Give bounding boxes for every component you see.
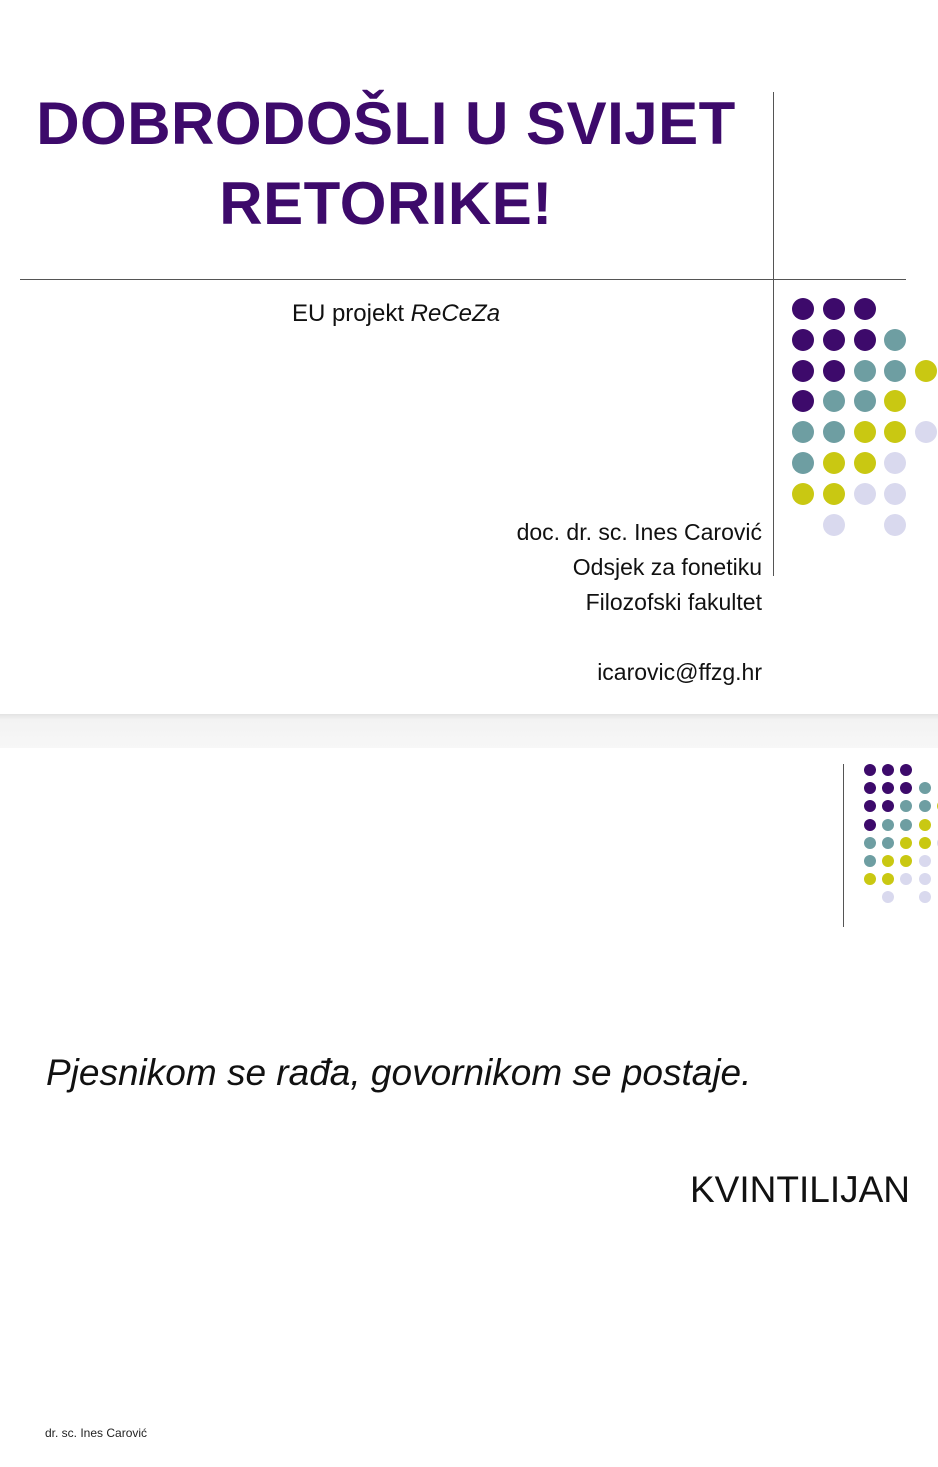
slide-separator (0, 714, 938, 748)
decorative-dot (884, 483, 906, 505)
decorative-dot (884, 452, 906, 474)
decorative-dot (823, 360, 845, 382)
decorative-dot (864, 819, 876, 831)
decorative-dot (854, 483, 876, 505)
decorative-dot (915, 421, 937, 443)
decorative-dot (882, 891, 894, 903)
decorative-dot (864, 800, 876, 812)
decorative-dot (823, 329, 845, 351)
decorative-dot (919, 819, 931, 831)
slide-title (0, 0, 938, 714)
decorative-dot (882, 782, 894, 794)
subtitle (0, 300, 792, 328)
title-line-1: DOBRODOŠLI U SVIJET (36, 90, 736, 157)
decorative-dot (864, 837, 876, 849)
author-name: doc. dr. sc. Ines Carović (516, 519, 762, 545)
slide-quote (0, 748, 938, 1467)
decorative-dot (864, 782, 876, 794)
decorative-dot (792, 360, 814, 382)
decorative-dot (919, 891, 931, 903)
project-name: ReCeZa (410, 300, 501, 327)
decorative-dot (792, 483, 814, 505)
author-faculty: Filozofski fakultet (585, 589, 762, 615)
decorative-dot (823, 421, 845, 443)
decorative-dot (864, 873, 876, 885)
decorative-dot (884, 360, 906, 382)
decorative-dot (919, 873, 931, 885)
decorative-dot (900, 873, 912, 885)
decorative-dot (900, 782, 912, 794)
decorative-dot (854, 298, 876, 320)
author-department: Odsjek za fonetiku (572, 554, 762, 580)
decorative-dot (900, 819, 912, 831)
decorative-dot (882, 837, 894, 849)
author-block (517, 515, 762, 690)
decorative-dot (882, 800, 894, 812)
decorative-dot (884, 514, 906, 536)
decorative-dot (882, 855, 894, 867)
footer-author: dr. sc. Ines Carović (45, 1426, 148, 1440)
decorative-dot (854, 390, 876, 412)
decorative-dot (919, 855, 931, 867)
decorative-dot (823, 514, 845, 536)
author-email[interactable]: icarovic@ffzg.hr (597, 659, 762, 685)
decorative-dot (915, 360, 937, 382)
decorative-dot (864, 764, 876, 776)
subtitle-prefix: EU projekt (291, 300, 411, 327)
decorative-dot (823, 483, 845, 505)
decorative-dot (792, 452, 814, 474)
decorative-dot (882, 873, 894, 885)
decorative-dot (792, 421, 814, 443)
decorative-dot (919, 837, 931, 849)
decorative-dot (900, 764, 912, 776)
slide-title-heading (0, 84, 772, 244)
decorative-dot (900, 855, 912, 867)
decorative-dot (884, 421, 906, 443)
decorative-dot (919, 782, 931, 794)
decorative-dot (884, 390, 906, 412)
decorative-dot (919, 800, 931, 812)
quote-author: KVINTILIJAN (690, 1169, 910, 1210)
decorative-dot (882, 819, 894, 831)
quote-text: Pjesnikom se rađa, govornikom se postaje. (46, 1052, 752, 1093)
decorative-dot (854, 360, 876, 382)
decorative-dot (823, 452, 845, 474)
decorative-dot (792, 298, 814, 320)
decorative-dot (864, 855, 876, 867)
decorative-dot (854, 452, 876, 474)
decorative-dot (882, 764, 894, 776)
vertical-divider (773, 92, 774, 576)
decorative-dot (854, 421, 876, 443)
title-line-2: RETORIKE! (219, 170, 553, 237)
vertical-divider-small (843, 764, 844, 927)
decorative-dot (792, 390, 814, 412)
decorative-dot (823, 390, 845, 412)
decorative-dot (900, 837, 912, 849)
decorative-dot (900, 800, 912, 812)
decorative-dot (884, 329, 906, 351)
decorative-dot (854, 329, 876, 351)
decorative-dot (823, 298, 845, 320)
decorative-dot (792, 329, 814, 351)
